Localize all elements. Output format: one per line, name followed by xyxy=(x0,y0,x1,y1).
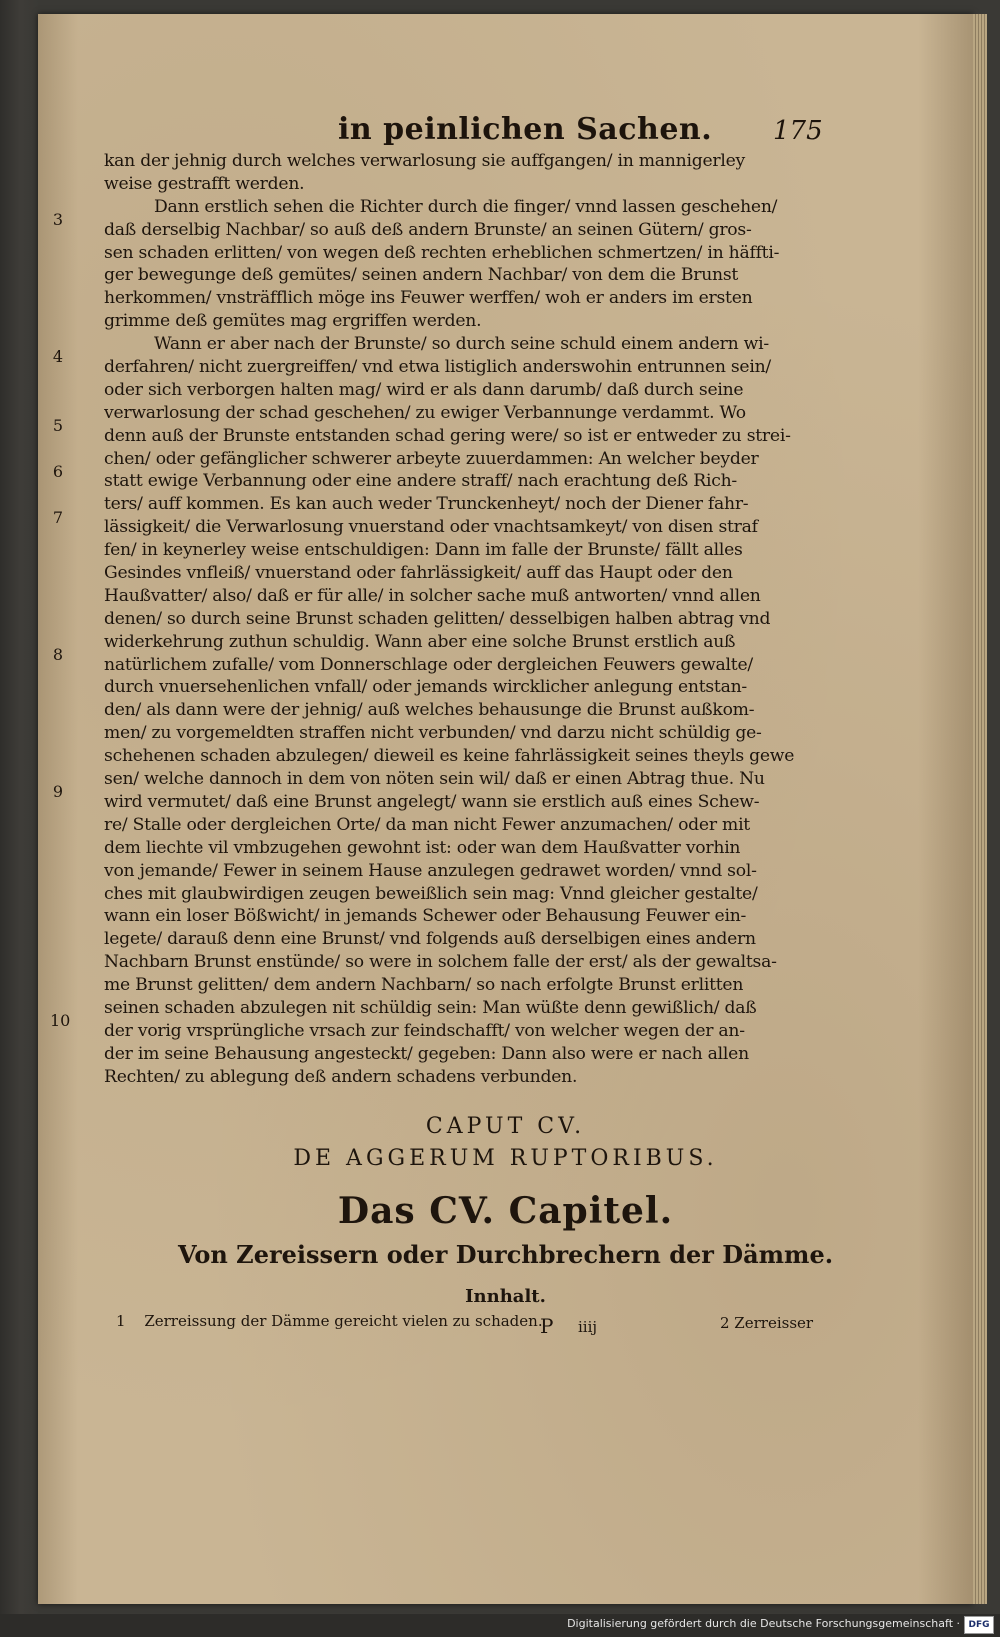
text-line: Dann erstlich sehen die Richter durch die finger/ vnnd lassen geschehen/ xyxy=(154,196,778,217)
page-number: 175 xyxy=(773,116,823,146)
running-head: in peinlichen Sachen. xyxy=(338,112,713,147)
text-line: statt ewige Verbannung oder eine andere straff/ nach erachtung deß Rich- xyxy=(104,471,737,492)
text-line: durch vnuersehenlichen vnfall/ oder jemands wircklicher anlegung entstan- xyxy=(104,677,747,698)
text-line: seinen schaden abzulegen nit schüldig sein: Man wüßte denn gewißlich/ daß xyxy=(104,997,757,1018)
latin-caput: CAPUT CV. xyxy=(425,1114,586,1139)
text-line: Gesindes vnfleiß/ vnuerstand oder fahrlässigkeit/ auff das Haupt oder den xyxy=(104,563,733,584)
dfg-logo-icon: DFG xyxy=(964,1616,994,1634)
text-line: men/ zu vorgemeldten straffen nicht verbunden/ vnd darzu nicht schüldig ge- xyxy=(104,723,762,744)
page-edge-stack xyxy=(973,14,987,1604)
signature-roman: iiij xyxy=(578,1318,598,1336)
margin-number: 5 xyxy=(52,415,64,435)
text-line: verwarlosung der schad geschehen/ zu ewiger Verbannunge verdammt. Wo xyxy=(104,402,746,423)
text-line: ters/ auff kommen. Es kan auch weder Trunckenheyt/ noch der Diener fahr- xyxy=(104,494,749,515)
text-line: denn auß der Brunste entstanden schad gering were/ so ist er entweder zu strei- xyxy=(104,425,791,446)
text-line: oder sich verborgen halten mag/ wird er als dann darumb/ daß durch seine xyxy=(104,379,744,400)
latin-chapter-title: DE AGGERUM RUPTORIBUS. xyxy=(293,1146,718,1171)
page-header xyxy=(338,112,838,152)
text-line: der vorig vrsprüngliche vrsach zur feindschafft/ von welcher wegen der an- xyxy=(104,1020,745,1041)
text-line: sen/ welche dannoch in dem von nöten sein wil/ daß er einen Abtrag thue. Nu xyxy=(104,769,765,790)
text-line: Rechten/ zu ablegung deß andern schadens verbunden. xyxy=(104,1066,578,1087)
text-line: widerkehrung zuthun schuldig. Wann aber eine solche Brunst erstlich auß xyxy=(104,631,736,652)
text-line: Nachbarn Brunst enstünde/ so were in solchem falle der erst/ als der gewaltsa- xyxy=(104,952,777,973)
text-line: Haußvatter/ also/ daß er für alle/ in solcher sache muß antworten/ vnnd allen xyxy=(104,585,761,606)
german-chapter-title: Von Zereissern oder Durchbrechern der Dämme. xyxy=(177,1240,834,1269)
text-line: natürlichem zufalle/ vom Donnerschlage oder dergleichen Feuwers gewalte/ xyxy=(104,654,753,675)
margin-number: 9 xyxy=(52,782,64,802)
text-line: der im seine Behausung angesteckt/ gegeben: Dann also were er nach allen xyxy=(104,1043,749,1064)
text-line: legete/ darauß denn eine Brunst/ vnd folgends auß derselbigen eines andern xyxy=(104,929,756,950)
book-page xyxy=(38,14,973,1604)
text-line: me Brunst gelitten/ dem andern Nachbarn/ so nach erfolgte Brunst erlitten xyxy=(104,975,744,996)
margin-number: 8 xyxy=(52,644,64,664)
catchword: 2 Zerreisser xyxy=(720,1314,814,1332)
body-text xyxy=(104,150,834,1089)
text-line: weise gestrafft werden. xyxy=(104,173,305,194)
text-line: sen schaden erlitten/ von wegen deß rechten erheblichen schmertzen/ in häffti- xyxy=(104,242,780,263)
text-line: wann ein loser Bößwicht/ in jemands Schewer oder Behausung Feuwer ein- xyxy=(104,906,747,927)
text-line: kan der jehnig durch welches verwarlosung sie auffgangen/ in mannigerley xyxy=(104,151,745,171)
text-line: dem liechte vil vmbzugehen gewohnt ist: oder wan dem Haußvatter vorhin xyxy=(104,837,741,858)
text-line: grimme deß gemütes mag ergriffen werden. xyxy=(104,311,482,332)
text-line: daß derselbig Nachbar/ so auß deß andern Brunste/ an seinen Gütern/ gros- xyxy=(104,219,752,240)
margin-number: 6 xyxy=(52,461,64,481)
margin-number: 10 xyxy=(50,1011,71,1031)
text-line: denen/ so durch seine Brunst schaden gelitten/ desselbigen halben abtrag vnd xyxy=(104,608,771,629)
text-line: schehenen schaden abzulegen/ dieweil es keine fahrlässigkeit seines theyls gewe xyxy=(104,746,795,767)
text-line: chen/ oder gefänglicher schwerer arbeyte zuuerdammen: An welcher beyder xyxy=(104,448,759,469)
signature-letter: P xyxy=(540,1314,554,1338)
innhalt-heading: Innhalt. xyxy=(465,1286,546,1307)
margin-number: 3 xyxy=(52,209,64,229)
summary-text: Zerreissung der Dämme gereicht vielen zu schaden. xyxy=(144,1312,543,1330)
text-line: ger bewegunge deß gemütes/ seinen andern Nachbar/ von dem die Brunst xyxy=(104,265,739,286)
text-line: von jemande/ Fewer in seinem Hause anzulegen gedrawet worden/ vnnd sol- xyxy=(104,860,757,881)
german-caput: Das CV. Capitel. xyxy=(337,1190,674,1232)
text-line: wird vermutet/ daß eine Brunst angelegt/ wann sie erstlich auß eines Schew- xyxy=(104,791,760,812)
text-line: fen/ in keynerley weise entschuldigen: Dann im falle der Brunste/ fällt alles xyxy=(104,540,743,561)
summary-number: 1 xyxy=(116,1312,126,1330)
margin-number: 7 xyxy=(52,507,64,527)
text-line: ches mit glaubwirdigen zeugen beweißlich sein mag: Vnnd gleicher gestalte/ xyxy=(104,883,758,904)
text-line: herkommen/ vnsträfflich möge ins Feuwer werffen/ woh er anders im ersten xyxy=(104,288,753,309)
text-line: re/ Stalle oder dergleichen Orte/ da man nicht Fewer anzumachen/ oder mit xyxy=(104,814,750,835)
margin-number: 4 xyxy=(52,347,64,367)
text-line: lässigkeit/ die Verwarlosung vnuerstand oder vnachtsamkeyt/ von disen straf xyxy=(104,517,758,538)
text-line: derfahren/ nicht zuergreiffen/ vnd etwa listiglich anderswohin entrunnen sein/ xyxy=(104,357,771,378)
text-line: den/ als dann were der jehnig/ auß welches behausunge die Brunst außkom- xyxy=(104,700,755,721)
footer-credit: Digitalisierung gefördert durch die Deutsche Forschungsgemeinschaft · xyxy=(567,1617,960,1630)
summary-line xyxy=(116,1312,543,1330)
text-line: Wann er aber nach der Brunste/ so durch seine schuld einem andern wi- xyxy=(154,334,769,355)
